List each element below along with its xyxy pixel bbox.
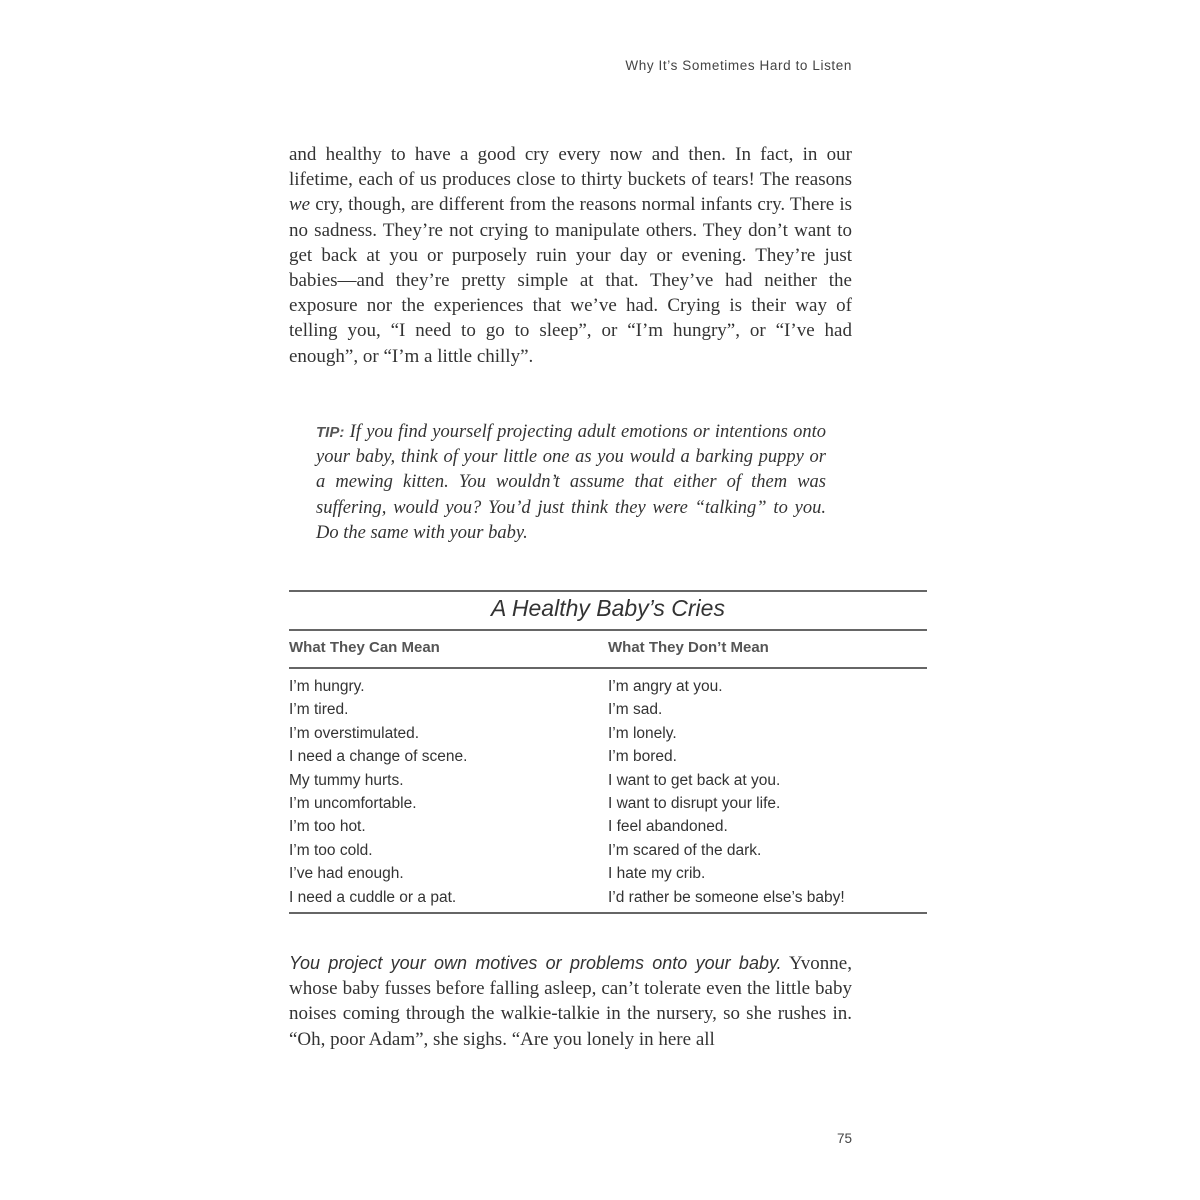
paragraph-1-text-a: and healthy to have a good cry every now and then. In fact, in our lifetime, each of us produces close to thirty buckets of tears! The reasons [289,144,852,191]
can-mean-item: I’m hungry. [289,678,365,695]
dont-mean-item: I hate my crib. [608,865,706,883]
can-mean-item: I need a change of scene. [289,748,468,766]
table-bottom-rule [289,912,927,914]
dont-mean-item: I’m angry at you. [608,678,723,695]
paragraph-1-emphasis-we: we [289,194,311,216]
table-title-rule [289,629,927,631]
paragraph-1-text-b: cry, though, are different from the reasons normal infants cry. There is no sadness. They’re not crying to manipulate others. They don’t want to get back at you or purposely ruin your day or evening. They’re just babies—and they’re pretty simple at that. They’ve had neither the exposure nor the experiences that we’ve had. Crying is their way of telling you, “I need to go to sleep”, or “I’m hungry”, or “I’ve had enough”, or “I’m a little chilly”. [289,194,852,367]
can-mean-list [289,675,589,909]
running-head: Why It’s Sometimes Hard to Listen [625,58,852,73]
column-header-can-mean: What They Can Mean [289,639,440,656]
can-mean-item: I’m uncomfortable. [289,795,417,813]
can-mean-item: I’m tired. [289,701,349,719]
can-mean-item: I’m too hot. [289,818,366,836]
dont-mean-item: I’m scared of the dark. [608,841,762,859]
paragraph-2-text: Yvonne, whose baby fusses before falling asleep, can’t tolerate even the little baby noises coming through the walkie-talkie in the nursery, so she rushes in. “Oh, poor Adam”, she sighs. “Are you lonely in here all [289,953,852,1050]
table-header-rule [289,667,927,669]
can-mean-item: I’m too cold. [289,841,373,859]
column-header-dont-mean: What They Don’t Mean [608,639,769,656]
tip-text: If you find yourself projecting adult emotions or intentions onto your baby, think of your little one as you would a barking puppy or a mewing kitten. You wouldn’t assume that either of them was suffering, would you? You’d just think they were “talking” to you. Do the same with your baby. [316,422,826,543]
dont-mean-item: I’m bored. [608,748,677,766]
table-title: A Healthy Baby’s Cries [491,595,725,621]
paragraph-2-lead-in: You project your own motives or problems onto your baby. [289,953,782,973]
tip-label: TIP: [316,424,345,441]
dont-mean-item: I feel abandoned. [608,818,728,836]
dont-mean-item: I’d rather be someone else’s baby! [608,888,845,906]
body-paragraph-2 [289,951,852,1052]
table-top-rule [289,590,927,592]
dont-mean-item: I want to get back at you. [608,771,781,789]
dont-mean-item: I’m sad. [608,701,663,719]
can-mean-item: I’m overstimulated. [289,724,420,742]
dont-mean-item: I want to disrupt your life. [608,795,781,813]
page-number: 75 [836,1131,852,1146]
body-paragraph-1 [289,142,852,369]
dont-mean-list [608,675,928,909]
dont-mean-item: I’m lonely. [608,724,677,742]
can-mean-item: I’ve had enough. [289,865,404,883]
can-mean-item: My tummy hurts. [289,771,404,789]
can-mean-item: I need a cuddle or a pat. [289,888,457,906]
tip-box [316,420,826,546]
